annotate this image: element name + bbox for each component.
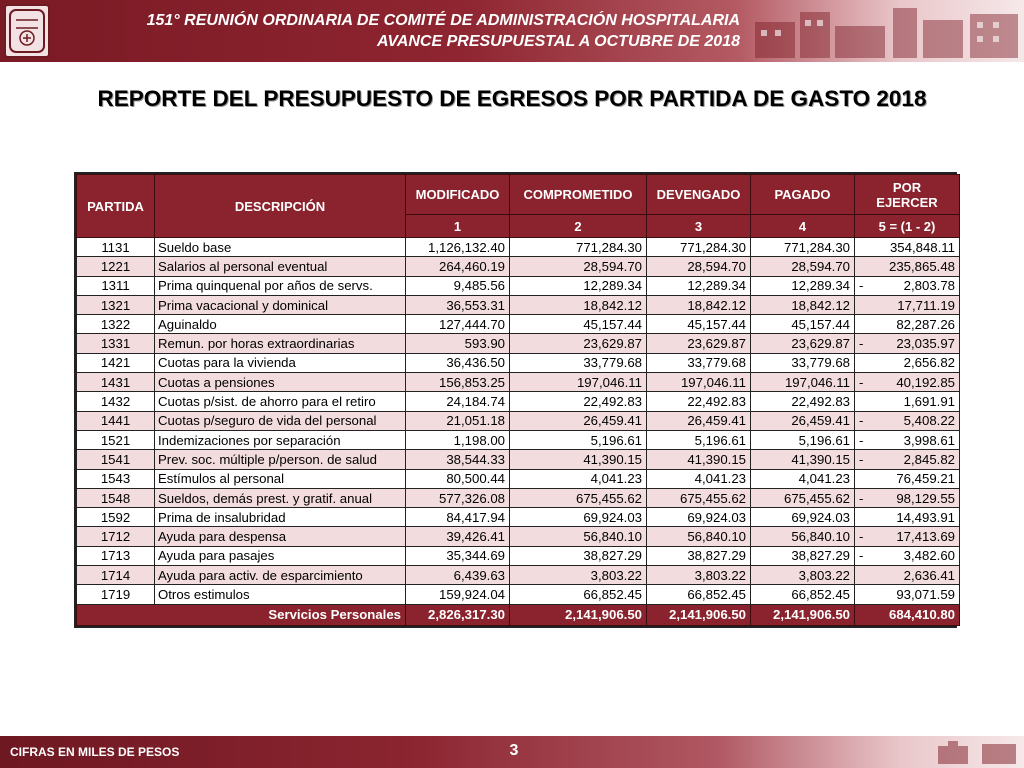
- por-ejercer-value: 2,845.82: [903, 451, 955, 467]
- cell-modificado: 36,553.31: [406, 295, 510, 314]
- por-ejercer-value: 235,865.48: [888, 258, 955, 274]
- por-ejercer-value: 14,493.91: [896, 509, 955, 525]
- table-row: [77, 238, 960, 257]
- cell-partida: 1713: [77, 546, 155, 565]
- cell-partida: 1714: [77, 566, 155, 585]
- cell-pagado: 771,284.30: [751, 238, 855, 257]
- cell-descripcion: Ayuda para activ. de esparcimiento: [155, 566, 406, 585]
- por-ejercer-value: 3,998.61: [903, 432, 955, 448]
- cell-devengado: 69,924.03: [647, 508, 751, 527]
- total-por-ejercer: 684,410.80: [855, 604, 960, 625]
- cell-por-ejercer: [855, 469, 960, 488]
- cell-partida: 1322: [77, 315, 155, 334]
- total-modificado: 2,826,317.30: [406, 604, 510, 625]
- cell-devengado: 12,289.34: [647, 276, 751, 295]
- cell-por-ejercer: [855, 411, 960, 430]
- negative-sign: -: [859, 336, 864, 352]
- report-title: REPORTE DEL PRESUPUESTO DE EGRESOS POR PARTIDA DE GASTO 2018: [97, 86, 927, 111]
- cell-modificado: 21,051.18: [406, 411, 510, 430]
- negative-sign: -: [859, 413, 864, 429]
- cell-descripcion: Cuotas p/sist. de ahorro para el retiro: [155, 392, 406, 411]
- cell-pagado: 66,852.45: [751, 585, 855, 604]
- cell-por-ejercer: [855, 334, 960, 353]
- cell-comprometido: 33,779.68: [510, 353, 647, 372]
- table-row: [77, 546, 960, 565]
- cell-descripcion: Estímulos al personal: [155, 469, 406, 488]
- cell-pagado: 197,046.11: [751, 373, 855, 392]
- cell-devengado: 45,157.44: [647, 315, 751, 334]
- negative-sign: -: [859, 432, 864, 448]
- budget-table: [76, 174, 960, 626]
- cell-devengado: 771,284.30: [647, 238, 751, 257]
- cell-devengado: 26,459.41: [647, 411, 751, 430]
- cell-pagado: 4,041.23: [751, 469, 855, 488]
- header-line-1: 151° REUNIÓN ORDINARIA DE COMITÉ DE ADMINISTRACIÓN HOSPITALARIA: [146, 12, 740, 29]
- cell-descripcion: Prima vacacional y dominical: [155, 295, 406, 314]
- por-ejercer-value: 354,848.11: [889, 239, 955, 255]
- cell-devengado: 4,041.23: [647, 469, 751, 488]
- footer-bar: [0, 736, 1024, 768]
- cell-descripcion: Cuotas p/seguro de vida del personal: [155, 411, 406, 430]
- cell-comprometido: 69,924.03: [510, 508, 647, 527]
- cell-pagado: 675,455.62: [751, 488, 855, 507]
- cell-devengado: 56,840.10: [647, 527, 751, 546]
- cell-comprometido: 66,852.45: [510, 585, 647, 604]
- por-ejercer-value: 98,129.55: [896, 490, 955, 506]
- total-row: [77, 604, 960, 625]
- cell-pagado: 28,594.70: [751, 257, 855, 276]
- cell-modificado: 156,853.25: [406, 373, 510, 392]
- por-ejercer-value: 40,192.85: [896, 374, 955, 390]
- table-row: [77, 488, 960, 507]
- cell-devengado: 33,779.68: [647, 353, 751, 372]
- negative-sign: -: [859, 529, 864, 545]
- total-devengado: 2,141,906.50: [647, 604, 751, 625]
- cell-partida: 1548: [77, 488, 155, 507]
- cell-comprometido: 22,492.83: [510, 392, 647, 411]
- col-header-por-ejercer: [855, 175, 960, 215]
- cell-comprometido: 197,046.11: [510, 373, 647, 392]
- table-row: [77, 450, 960, 469]
- cell-descripcion: Prev. soc. múltiple p/person. de salud: [155, 450, 406, 469]
- col-header-por-ejercer-line1: POR: [892, 179, 922, 195]
- footer-note: CIFRAS EN MILES DE PESOS: [10, 745, 180, 759]
- cell-descripcion: Cuotas a pensiones: [155, 373, 406, 392]
- cell-partida: 1541: [77, 450, 155, 469]
- cell-modificado: 80,500.44: [406, 469, 510, 488]
- por-ejercer-value: 82,287.26: [896, 316, 955, 332]
- cell-comprometido: 4,041.23: [510, 469, 647, 488]
- cell-por-ejercer: [855, 392, 960, 411]
- cell-por-ejercer: [855, 373, 960, 392]
- table-row: [77, 508, 960, 527]
- cell-partida: 1321: [77, 295, 155, 314]
- header-title: [60, 10, 740, 52]
- col-number: 3: [647, 215, 751, 238]
- cell-comprometido: 45,157.44: [510, 315, 647, 334]
- col-header-por-ejercer-line2: EJERCER: [876, 194, 938, 210]
- por-ejercer-value: 76,459.21: [896, 471, 955, 487]
- cell-por-ejercer: [855, 238, 960, 257]
- cell-modificado: 36,436.50: [406, 353, 510, 372]
- hospital-building-icon: [745, 2, 1024, 60]
- cell-pagado: 12,289.34: [751, 276, 855, 295]
- budget-table-container: [74, 172, 957, 628]
- table-row: [77, 585, 960, 604]
- cell-descripcion: Aguinaldo: [155, 315, 406, 334]
- cell-pagado: 3,803.22: [751, 566, 855, 585]
- total-pagado: 2,141,906.50: [751, 604, 855, 625]
- cell-comprometido: 3,803.22: [510, 566, 647, 585]
- page-number: 3: [509, 742, 519, 759]
- cell-comprometido: 28,594.70: [510, 257, 647, 276]
- cell-comprometido: 12,289.34: [510, 276, 647, 295]
- table-row: [77, 257, 960, 276]
- cell-por-ejercer: [855, 527, 960, 546]
- por-ejercer-value: 2,656.82: [903, 355, 955, 371]
- cell-descripcion: Ayuda para pasajes: [155, 546, 406, 565]
- cell-modificado: 39,426.41: [406, 527, 510, 546]
- cell-modificado: 9,485.56: [406, 276, 510, 295]
- cell-devengado: 5,196.61: [647, 430, 751, 449]
- cell-pagado: 33,779.68: [751, 353, 855, 372]
- cell-comprometido: 56,840.10: [510, 527, 647, 546]
- table-row: [77, 392, 960, 411]
- por-ejercer-value: 2,803.78: [903, 278, 955, 294]
- cell-por-ejercer: [855, 353, 960, 372]
- col-number: 1: [406, 215, 510, 238]
- cell-modificado: 1,198.00: [406, 430, 510, 449]
- cell-descripcion: Prima quinquenal por años de servs.: [155, 276, 406, 295]
- cell-pagado: 56,840.10: [751, 527, 855, 546]
- col-number: 4: [751, 215, 855, 238]
- footer-emblem-icon: [930, 738, 1024, 766]
- cell-devengado: 66,852.45: [647, 585, 751, 604]
- cell-partida: 1331: [77, 334, 155, 353]
- cell-modificado: 6,439.63: [406, 566, 510, 585]
- cell-descripcion: Sueldo base: [155, 238, 406, 257]
- col-number: 2: [510, 215, 647, 238]
- cell-pagado: 26,459.41: [751, 411, 855, 430]
- cell-pagado: 23,629.87: [751, 334, 855, 353]
- table-row: [77, 315, 960, 334]
- por-ejercer-value: 17,711.19: [897, 297, 955, 313]
- por-ejercer-value: 1,691.91: [903, 394, 955, 410]
- negative-sign: -: [859, 374, 864, 390]
- total-comprometido: 2,141,906.50: [510, 604, 647, 625]
- cell-partida: 1521: [77, 430, 155, 449]
- cell-pagado: 22,492.83: [751, 392, 855, 411]
- cell-partida: 1432: [77, 392, 155, 411]
- cell-devengado: 3,803.22: [647, 566, 751, 585]
- cell-modificado: 24,184.74: [406, 392, 510, 411]
- cell-por-ejercer: [855, 546, 960, 565]
- cell-pagado: 5,196.61: [751, 430, 855, 449]
- cell-partida: 1543: [77, 469, 155, 488]
- cell-devengado: 23,629.87: [647, 334, 751, 353]
- cell-partida: 1221: [77, 257, 155, 276]
- table-row: [77, 334, 960, 353]
- cell-por-ejercer: [855, 508, 960, 527]
- cell-partida: 1592: [77, 508, 155, 527]
- cell-por-ejercer: [855, 430, 960, 449]
- cell-comprometido: 5,196.61: [510, 430, 647, 449]
- cell-devengado: 28,594.70: [647, 257, 751, 276]
- cell-comprometido: 18,842.12: [510, 295, 647, 314]
- total-label: Servicios Personales: [77, 604, 406, 625]
- por-ejercer-value: 17,413.69: [896, 529, 955, 545]
- cell-comprometido: 771,284.30: [510, 238, 647, 257]
- cell-comprometido: 26,459.41: [510, 411, 647, 430]
- cell-modificado: 577,326.08: [406, 488, 510, 507]
- col-number: 5 = (1 - 2): [855, 215, 960, 238]
- hospital-seal-icon: [4, 4, 50, 58]
- cell-por-ejercer: [855, 450, 960, 469]
- cell-comprometido: 23,629.87: [510, 334, 647, 353]
- col-header-partida: PARTIDA: [77, 175, 155, 238]
- table-row: [77, 276, 960, 295]
- cell-modificado: 127,444.70: [406, 315, 510, 334]
- cell-descripcion: Cuotas para la vivienda: [155, 353, 406, 372]
- header-line-2: AVANCE PRESUPUESTAL A OCTUBRE DE 2018: [376, 33, 740, 50]
- cell-comprometido: 41,390.15: [510, 450, 647, 469]
- cell-descripcion: Otros estimulos: [155, 585, 406, 604]
- cell-devengado: 675,455.62: [647, 488, 751, 507]
- cell-pagado: 41,390.15: [751, 450, 855, 469]
- cell-modificado: 38,544.33: [406, 450, 510, 469]
- col-header-pagado: PAGADO: [751, 175, 855, 215]
- cell-comprometido: 675,455.62: [510, 488, 647, 507]
- cell-modificado: 593.90: [406, 334, 510, 353]
- cell-devengado: 22,492.83: [647, 392, 751, 411]
- table-row: [77, 566, 960, 585]
- cell-por-ejercer: [855, 488, 960, 507]
- col-header-devengado: DEVENGADO: [647, 175, 751, 215]
- cell-modificado: 1,126,132.40: [406, 238, 510, 257]
- header-banner: [0, 0, 1024, 62]
- por-ejercer-value: 3,482.60: [903, 548, 955, 564]
- cell-devengado: 38,827.29: [647, 546, 751, 565]
- cell-por-ejercer: [855, 257, 960, 276]
- col-header-comprometido: COMPROMETIDO: [510, 175, 647, 215]
- cell-descripcion: Prima de insalubridad: [155, 508, 406, 527]
- cell-pagado: 69,924.03: [751, 508, 855, 527]
- cell-partida: 1131: [77, 238, 155, 257]
- table-row: [77, 411, 960, 430]
- por-ejercer-value: 93,071.59: [896, 586, 955, 602]
- cell-devengado: 197,046.11: [647, 373, 751, 392]
- cell-partida: 1311: [77, 276, 155, 295]
- table-row: [77, 527, 960, 546]
- cell-pagado: 45,157.44: [751, 315, 855, 334]
- cell-modificado: 159,924.04: [406, 585, 510, 604]
- cell-modificado: 84,417.94: [406, 508, 510, 527]
- cell-partida: 1712: [77, 527, 155, 546]
- cell-por-ejercer: [855, 585, 960, 604]
- cell-modificado: 35,344.69: [406, 546, 510, 565]
- cell-por-ejercer: [855, 315, 960, 334]
- col-header-modificado: MODIFICADO: [406, 175, 510, 215]
- negative-sign: -: [859, 548, 864, 564]
- cell-modificado: 264,460.19: [406, 257, 510, 276]
- cell-pagado: 18,842.12: [751, 295, 855, 314]
- cell-partida: 1719: [77, 585, 155, 604]
- cell-descripcion: Salarios al personal eventual: [155, 257, 406, 276]
- col-header-descripcion: DESCRIPCIÓN: [155, 175, 406, 238]
- table-row: [77, 295, 960, 314]
- cell-por-ejercer: [855, 276, 960, 295]
- cell-comprometido: 38,827.29: [510, 546, 647, 565]
- cell-descripcion: Indemizaciones por separación: [155, 430, 406, 449]
- cell-descripcion: Ayuda para despensa: [155, 527, 406, 546]
- negative-sign: -: [859, 451, 864, 467]
- table-row: [77, 469, 960, 488]
- table-row: [77, 353, 960, 372]
- negative-sign: -: [859, 490, 864, 506]
- cell-descripcion: Sueldos, demás prest. y gratif. anual: [155, 488, 406, 507]
- cell-partida: 1421: [77, 353, 155, 372]
- cell-pagado: 38,827.29: [751, 546, 855, 565]
- cell-devengado: 18,842.12: [647, 295, 751, 314]
- cell-partida: 1431: [77, 373, 155, 392]
- por-ejercer-value: 2,636.41: [903, 567, 955, 583]
- cell-por-ejercer: [855, 566, 960, 585]
- table-row: [77, 373, 960, 392]
- cell-descripcion: Remun. por horas extraordinarias: [155, 334, 406, 353]
- negative-sign: -: [859, 278, 864, 294]
- table-body: [77, 238, 960, 605]
- cell-devengado: 41,390.15: [647, 450, 751, 469]
- cell-por-ejercer: [855, 295, 960, 314]
- por-ejercer-value: 5,408.22: [903, 413, 955, 429]
- por-ejercer-value: 23,035.97: [896, 336, 955, 352]
- table-row: [77, 430, 960, 449]
- cell-partida: 1441: [77, 411, 155, 430]
